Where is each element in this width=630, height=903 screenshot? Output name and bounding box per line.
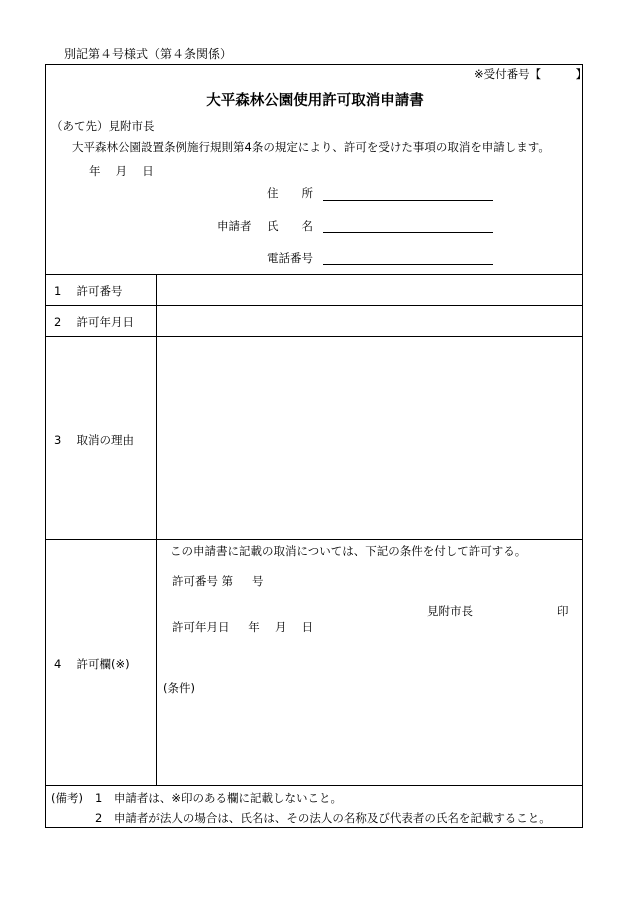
name-label: 氏 名: [267, 219, 313, 233]
addressee: （あて先）見附市長: [51, 119, 155, 133]
notes-label: (備考): [51, 791, 83, 805]
seal-mark: 印: [557, 604, 569, 618]
conditions-label: (条件): [163, 681, 195, 695]
intro-text: 大平森林公園設置条例施行規則第4条の規定により、許可を受けた事項の取消を申請します。: [72, 140, 550, 154]
phone-label: 電話番号: [267, 251, 313, 265]
note-1: 1 申請者は、※印のある欄に記載しないこと。: [95, 791, 342, 805]
permit-date-field[interactable]: [157, 306, 582, 336]
name-field[interactable]: [323, 232, 493, 233]
reason-field[interactable]: [157, 337, 582, 539]
address-field[interactable]: [323, 200, 493, 201]
approval-label: 4 許可欄(※): [54, 657, 130, 671]
reason-label: 3 取消の理由: [54, 433, 134, 447]
divider: [45, 785, 583, 786]
divider: [45, 539, 583, 540]
reception-number: ※受付番号【 】: [474, 67, 588, 81]
phone-field[interactable]: [323, 264, 493, 265]
approval-statement: この申請書に記載の取消については、下記の条件を付して許可する。: [170, 544, 527, 558]
permit-date-label: 2 許可年月日: [54, 315, 134, 329]
approval-permit-date: 許可年月日 年 月 日: [172, 620, 314, 634]
note-2: 2 申請者が法人の場合は、氏名は、その法人の名称及び代表者の氏名を記載すること。: [95, 811, 551, 825]
address-label: 住 所: [267, 186, 313, 200]
date-line: 年 月 日: [89, 164, 154, 178]
mayor-label: 見附市長: [427, 604, 473, 618]
page-title: 大平森林公園使用許可取消申請書: [206, 93, 424, 109]
permit-number-field[interactable]: [157, 275, 582, 305]
form-label: 別記第４号様式（第４条関係）: [64, 47, 233, 61]
applicant-label: 申請者: [217, 219, 252, 233]
permit-number-label: 1 許可番号: [54, 284, 123, 298]
approval-permit-number: 許可番号 第 号: [172, 574, 264, 588]
